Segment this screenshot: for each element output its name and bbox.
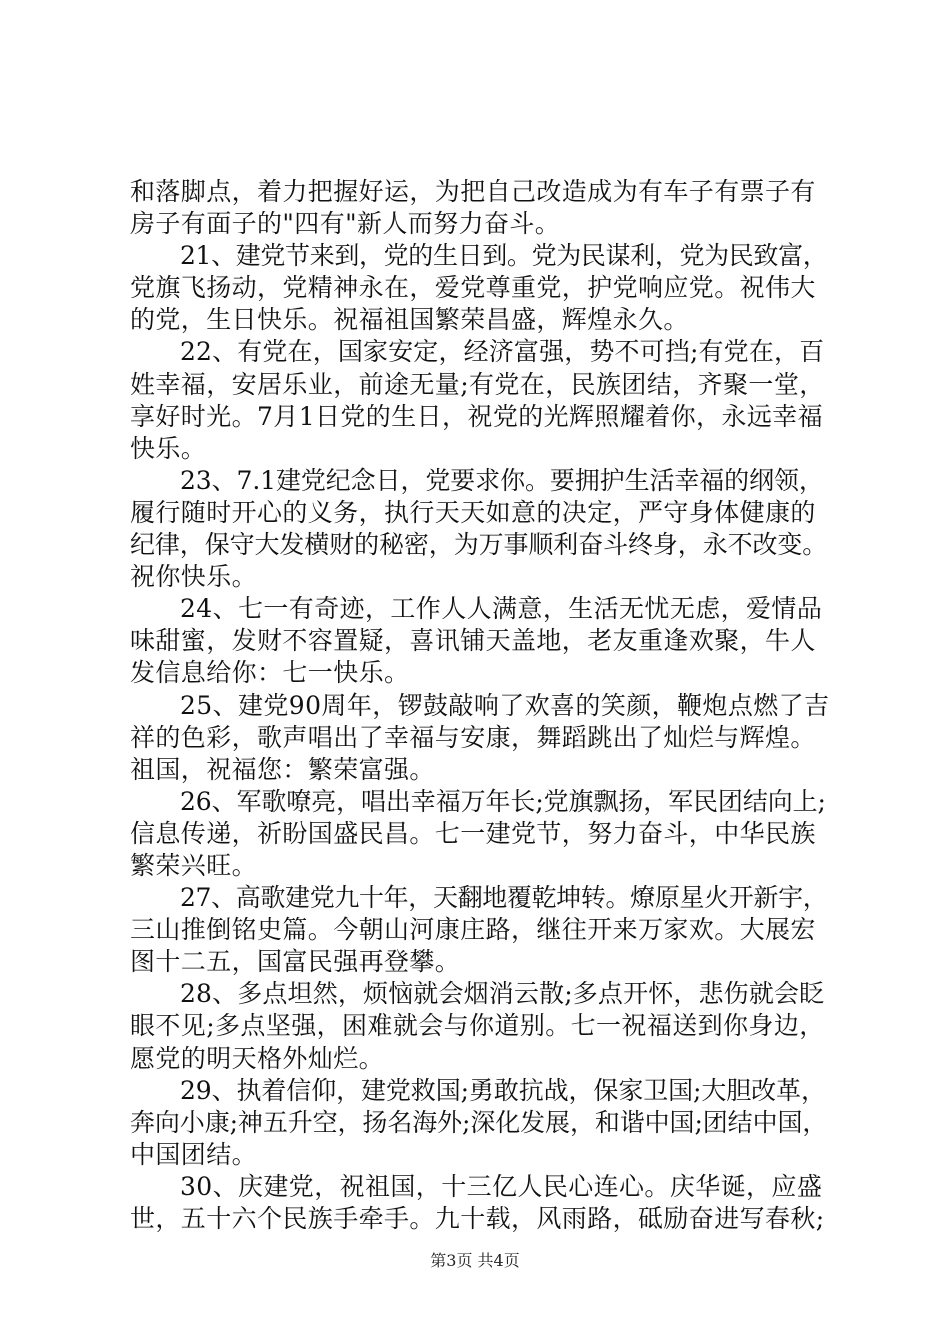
paragraph	[130, 465, 830, 593]
text-line: 和落脚点，着力把握好运，为把自己改造成为有车子有票子有	[130, 177, 816, 206]
text-line: 姓幸福，安居乐业，前途无量;有党在，民族团结，齐聚一堂，	[130, 369, 825, 399]
text-line: 党旗飞扬动，党精神永在，爱党尊重党，护党响应党。祝伟大	[130, 273, 816, 303]
text-line: 奔向小康;神五升空，扬名海外;深化发展，和谐中国;团结中国，	[130, 1107, 828, 1137]
text-line: 26、军歌嘹亮，唱出幸福万年长;党旗飘扬，军民团结向上;	[180, 786, 826, 816]
paragraph	[130, 240, 830, 336]
text-line: 祥的色彩，歌声唱出了幸福与安康，舞蹈跳出了灿烂与辉煌。	[130, 722, 816, 752]
text-line: 房子有面子的"四有"新人而努力奋斗。	[130, 209, 561, 239]
text-line: 世，五十六个民族手牵手。九十载，风雨路，砥励奋进写春秋;	[130, 1204, 825, 1233]
paragraph	[130, 593, 830, 689]
text-line: 祝你快乐。	[130, 562, 258, 592]
text-line: 27、高歌建党九十年，天翻地覆乾坤转。燎原星火开新宇，	[180, 883, 828, 913]
text-line: 中国团结。	[130, 1139, 258, 1169]
paragraph	[130, 882, 830, 978]
text-line: 25、建党90周年，锣鼓敲响了欢喜的笑颜，鞭炮点燃了吉	[180, 690, 830, 720]
text-line: 21、建党节来到，党的生日到。党为民谋利，党为民致富，	[180, 241, 828, 271]
text-line: 眼不见;多点坚强，困难就会与你道别。七一祝福送到你身边，	[130, 1011, 825, 1041]
page-footer: 第3页 共4页	[430, 1251, 520, 1270]
text-line: 三山推倒铭史篇。今朝山河康庄路，继往开来万家欢。大展宏	[130, 915, 816, 945]
text-line: 28、多点坦然，烦恼就会烟消云散;多点开怀，悲伤就会眨	[180, 979, 825, 1009]
paragraph	[130, 336, 830, 464]
text-line: 享好时光。7月1日党的生日，祝党的光辉照耀着你，永远幸福	[130, 401, 824, 431]
text-line: 的党，生日快乐。祝福祖国繁荣昌盛，辉煌永久。	[130, 305, 689, 335]
text-line: 发信息给你：七一快乐。	[130, 658, 410, 688]
text-line: 23、7.1建党纪念日，党要求你。要拥护生活幸福的纲领，	[180, 465, 824, 495]
text-line: 图十二五，国富民强再登攀。	[130, 947, 461, 977]
paragraph	[130, 690, 830, 786]
paragraph	[130, 1171, 830, 1235]
text-line: 快乐。	[130, 433, 207, 463]
paragraph	[130, 176, 830, 240]
text-line: 祖国，祝福您：繁荣富强。	[130, 754, 435, 784]
text-line: 29、执着信仰，建党救国;勇敢抗战，保家卫国;大胆改革，	[180, 1075, 826, 1105]
text-line: 信息传递，祈盼国盛民昌。七一建党节，努力奋斗，中华民族	[130, 818, 816, 848]
text-line: 愿党的明天格外灿烂。	[130, 1043, 385, 1073]
document-body	[130, 176, 830, 1235]
text-line: 纪律，保守大发横财的秘密，为万事顺利奋斗终身，永不改变。	[130, 530, 828, 560]
text-line: 履行随时开心的义务，执行天天如意的决定，严守身体健康的	[130, 497, 816, 527]
text-line: 味甜蜜，发财不容置疑，喜讯铺天盖地，老友重逢欢聚，牛人	[130, 626, 816, 656]
text-line: 22、有党在，国家安定，经济富强，势不可挡;有党在，百	[180, 337, 825, 367]
text-line: 24、七一有奇迹，工作人人满意，生活无忧无虑，爱情品	[180, 594, 823, 624]
text-line: 繁荣兴旺。	[130, 850, 258, 880]
paragraph	[130, 978, 830, 1074]
paragraph	[130, 1075, 830, 1171]
paragraph	[130, 786, 830, 882]
text-line: 30、庆建党，祝祖国，十三亿人民心连心。庆华诞，应盛	[180, 1171, 823, 1201]
